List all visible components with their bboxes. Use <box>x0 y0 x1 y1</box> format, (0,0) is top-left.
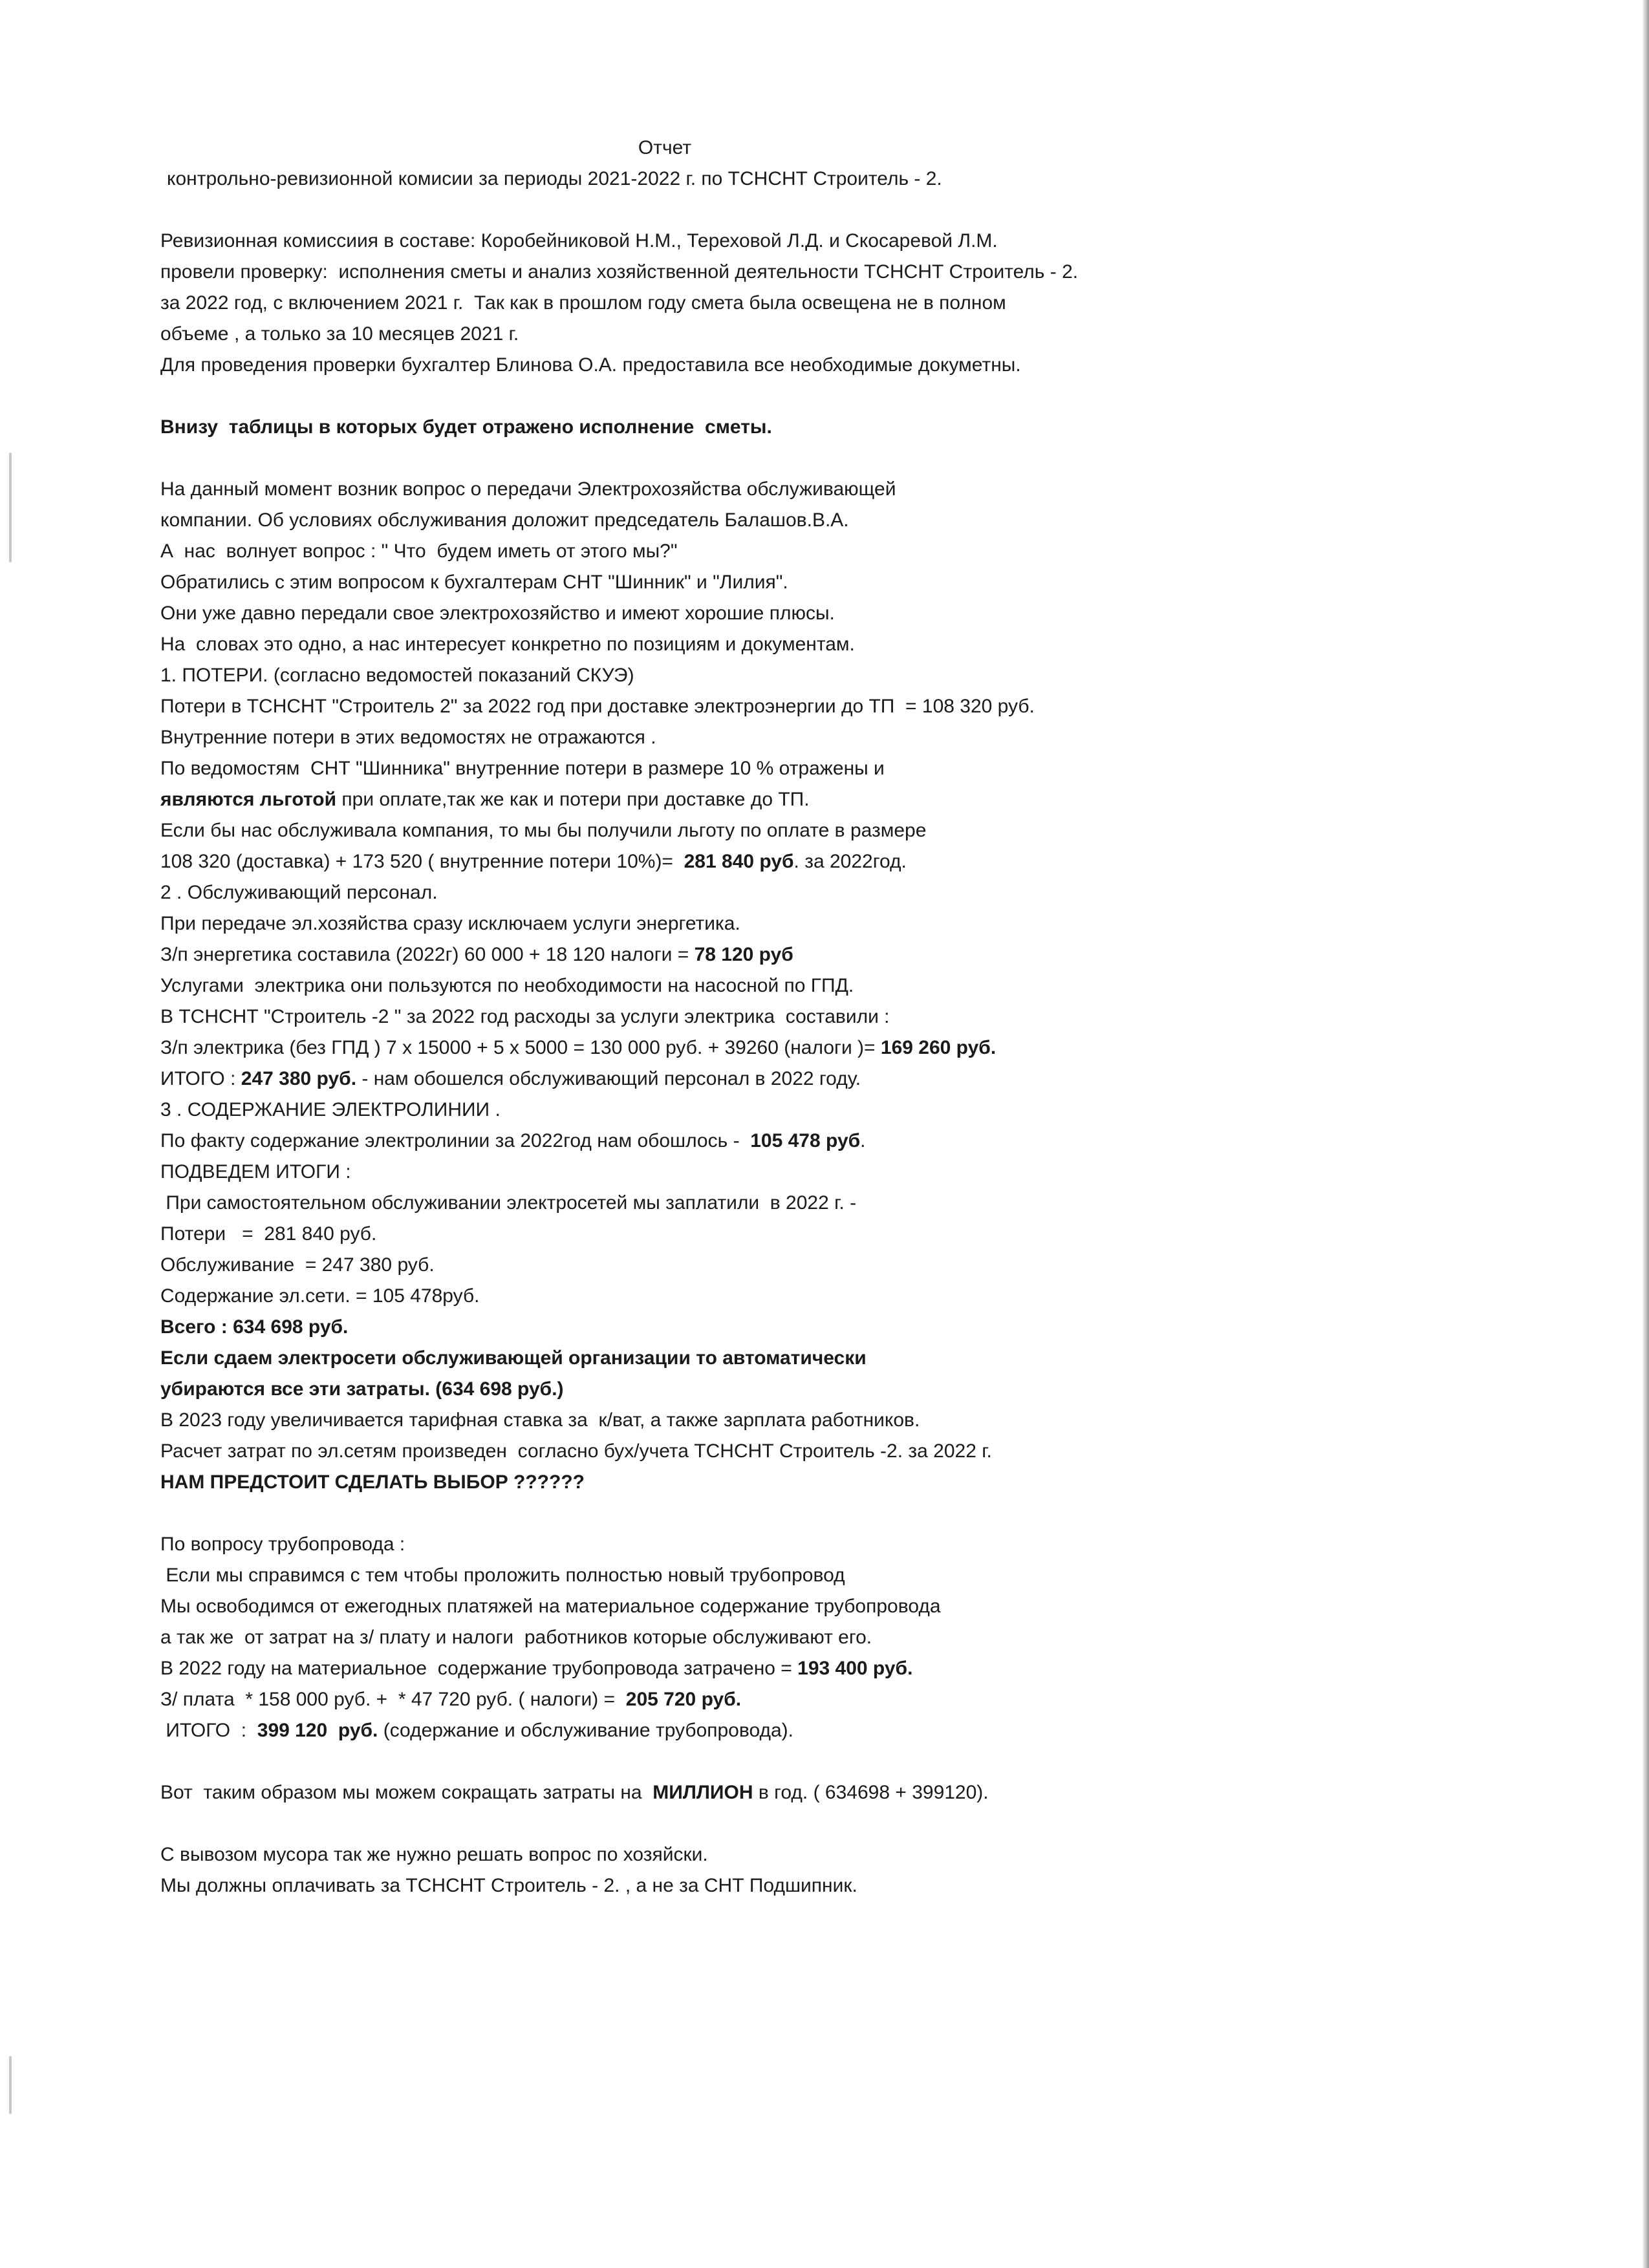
electrician-salary-value: 169 260 руб. <box>880 1037 997 1058</box>
million-word: МИЛЛИОН <box>652 1782 753 1803</box>
summary-line: Содержание эл.сети. = 105 478руб. <box>160 1285 480 1307</box>
report-title: Отчет <box>638 137 692 158</box>
text: (содержание и обслуживание трубопровода). <box>378 1720 794 1741</box>
losses-heading: 1. ПОТЕРИ. (согласно ведомостей показаний СКУЭ) <box>160 665 634 686</box>
staff-line: При передаче эл.хозяйства сразу исключаем услуги энергетика. <box>160 913 740 934</box>
question-line: На словах это одно, а нас интересует конкретно по позициям и документам. <box>160 634 855 655</box>
text: ИТОГО : <box>160 1720 257 1741</box>
text: 108 320 (доставка) + 173 520 ( внутренние потери 10%)= <box>160 851 684 872</box>
staff-line <box>160 1032 1337 1064</box>
question-line: компании. Об условиях обслуживания доложит председатель Балашов.В.А. <box>160 509 849 531</box>
question-line: Обратились с этим вопросом к бухгалтерам СНТ "Шинник" и "Лилия". <box>160 572 788 593</box>
maintenance-heading: 3 . СОДЕРЖАНИЕ ЭЛЕКТРОЛИНИИ . <box>160 1099 501 1120</box>
text: По факту содержание электролинии за 2022год нам обошлось - <box>160 1130 751 1151</box>
losses-line <box>160 784 1337 815</box>
losses-line: Если бы нас обслуживала компания, то мы бы получили льготу по оплате в размере <box>160 820 927 841</box>
garbage-line: С вывозом мусора так же нужно решать вопрос по хозяйски. <box>160 1844 708 1865</box>
pipeline-line <box>160 1684 1337 1715</box>
text: . за 2022год. <box>793 851 907 872</box>
summary-heading: ПОДВЕДЕМ ИТОГИ : <box>160 1161 351 1182</box>
losses-total-line <box>160 846 1337 877</box>
summary-total: Всего : 634 698 руб. <box>160 1316 349 1338</box>
intro-line: провели проверку: исполнения сметы и анализ хозяйственной деятельности ТСНСНТ Строитель - 2. <box>160 261 1079 283</box>
report-subtitle: контрольно-ревизионной комисии за периоды 2021-2022 г. по ТСНСНТ Строитель - 2. <box>167 168 942 189</box>
pipeline-line: а так же от затрат на з/ плату и налоги работников которые обслуживают его. <box>160 1627 872 1648</box>
pipeline-line <box>160 1653 1337 1684</box>
pipeline-material-value: 193 400 руб. <box>797 1658 913 1679</box>
staff-heading: 2 . Обслуживающий персонал. <box>160 882 438 903</box>
scan-mark <box>9 2056 12 2114</box>
pipeline-line: Мы освободимся от ежегодных платяжей на материальное содержание трубопровода <box>160 1596 941 1617</box>
text: З/п энергетика составила (2022г) 60 000 + 18 120 налоги = <box>160 944 695 965</box>
staff-line <box>160 939 1337 970</box>
report-page <box>160 133 1337 1901</box>
text: З/п электрика (без ГПД ) 7 х 15000 + 5 х 5000 = 130 000 руб. + 39260 (налоги )= <box>160 1037 881 1058</box>
garbage-line: Мы должны оплачивать за ТСНСНТ Строитель - 2. , а не за СНТ Подшипник. <box>160 1875 857 1896</box>
losses-benefit-bold: являются льготой <box>160 789 337 810</box>
summary-line: При самостоятельном обслуживании электросетей мы заплатили в 2022 г. - <box>160 1192 857 1214</box>
question-line: На данный момент возник вопрос о передачи Электрохозяйства обслуживающей <box>160 478 896 500</box>
choice-line: НАМ ПРЕДСТОИТ СДЕЛАТЬ ВЫБОР ?????? <box>160 1471 585 1493</box>
staff-total-line <box>160 1064 1337 1095</box>
pipeline-salary-value: 205 720 руб. <box>625 1689 742 1710</box>
losses-line: По ведомостям СНТ "Шинника" внутренние потери в размере 10 % отражены и <box>160 758 885 779</box>
text: - нам обошелся обслуживающий персонал в 2022 году. <box>356 1068 861 1089</box>
intro-line: объеме , а только за 10 месяцев 2021 г. <box>160 323 519 345</box>
pipeline-total-value: 399 120 руб. <box>257 1720 378 1741</box>
scan-edge <box>1643 0 1649 2268</box>
summary-line: Обслуживание = 247 380 руб. <box>160 1254 435 1276</box>
maintenance-line <box>160 1126 1337 1157</box>
losses-total-value: 281 840 руб <box>684 851 794 872</box>
scan-mark <box>9 453 12 562</box>
pipeline-total-line <box>160 1715 1337 1746</box>
losses-benefit-text: при оплате,так же как и потери при доставке до ТП. <box>336 789 810 810</box>
text: В 2022 году на материальное содержание трубопровода затрачено = <box>160 1658 798 1679</box>
pipeline-line: Если мы справимся с тем чтобы проложить полностью новый трубопровод <box>160 1565 845 1586</box>
text: Вот таким образом мы можем сокращать затраты на <box>160 1782 653 1803</box>
losses-line: Внутренние потери в этих ведомостях не отражаются . <box>160 727 656 748</box>
text: в год. ( 634698 + 399120). <box>753 1782 989 1803</box>
intro-line: за 2022 год, с включением 2021 г. Так как в прошлом году смета была освещена не в полном <box>160 292 1006 314</box>
energetic-salary-value: 78 120 руб <box>694 944 793 965</box>
summary-line: Расчет затрат по эл.сетям произведен согласно бух/учета ТСНСНТ Строитель -2. за 2022 г. <box>160 1440 992 1462</box>
maintenance-value: 105 478 руб <box>750 1130 861 1151</box>
summary-bold-line: убираются все эти затраты. (634 698 руб.) <box>160 1378 564 1400</box>
table-note: Внизу таблицы в которых будет отражено исполнение сметы. <box>160 416 772 438</box>
intro-line: Для проведения проверки бухгалтер Блинова О.А. предоставила все необходимые докуметны. <box>160 354 1021 376</box>
staff-line: Услугами электрика они пользуются по необходимости на насосной по ГПД. <box>160 975 854 996</box>
conclusion-line <box>160 1777 1337 1808</box>
staff-total-value: 247 380 руб. <box>241 1068 357 1089</box>
pipeline-heading: По вопросу трубопровода : <box>160 1534 405 1555</box>
summary-line: В 2023 году увеличивается тарифная ставка за к/ват, а также зарплата работников. <box>160 1409 920 1431</box>
text: ИТОГО : <box>160 1068 241 1089</box>
question-line: А нас волнует вопрос : " Что будем иметь от этого мы?" <box>160 540 678 562</box>
summary-line: Потери = 281 840 руб. <box>160 1223 377 1245</box>
losses-line: Потери в ТСНСНТ "Строитель 2" за 2022 год при доставке электроэнергии до ТП = 108 320 руб. <box>160 696 1035 717</box>
intro-line: Ревизионная комиссиия в составе: Коробейниковой Н.М., Тереховой Л.Д. и Скосаревой Л.М. <box>160 230 998 251</box>
text: . <box>860 1130 866 1151</box>
summary-bold-line: Если сдаем электросети обслуживающей организации то автоматически <box>160 1347 867 1369</box>
staff-line: В ТСНСНТ "Строитель -2 " за 2022 год расходы за услуги электрика составили : <box>160 1006 890 1027</box>
question-line: Они уже давно передали свое электрохозяйство и имеют хорошие плюсы. <box>160 603 835 624</box>
text: З/ плата * 158 000 руб. + * 47 720 руб. ( налоги) = <box>160 1689 626 1710</box>
